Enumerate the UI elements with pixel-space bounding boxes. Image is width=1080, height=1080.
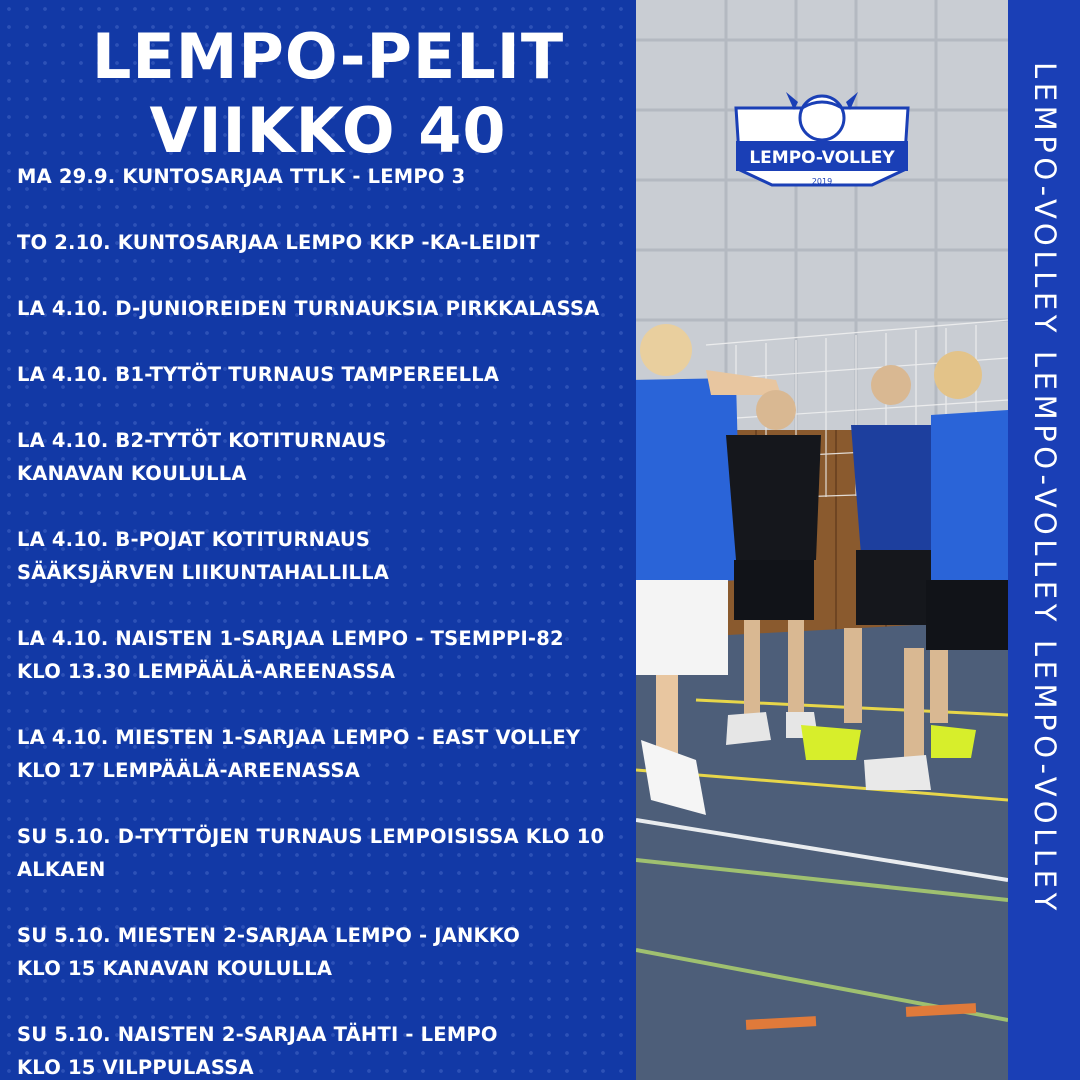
event-item <box>17 820 632 886</box>
event-line: LA 4.10. NAISTEN 1-SARJAA LEMPO - TSEMPPI-82 <box>17 627 564 650</box>
event-line-2: ALKAEN <box>17 858 106 881</box>
side-brand-text: LEMPO-VOLLEY LEMPO-VOLLEY LEMPO-VOLLEY <box>1028 62 1062 915</box>
event-line: TO 2.10. KUNTOSARJAA LEMPO KKP -KA-LEIDIT <box>17 231 540 254</box>
event-item <box>17 919 632 985</box>
event-line: LA 4.10. D-JUNIOREIDEN TURNAUKSIA PIRKKALASSA <box>17 297 600 320</box>
logo-year: 2019 <box>811 177 833 186</box>
event-item <box>17 622 632 688</box>
page-subtitle: VIIKKO 40 <box>149 94 507 167</box>
event-line-2: KANAVAN KOULULLA <box>17 462 247 485</box>
event-line: LA 4.10. B-POJAT KOTITURNAUS <box>17 528 371 551</box>
event-line-2: KLO 13.30 LEMPÄÄLÄ-AREENASSA <box>17 660 396 683</box>
event-line-2: KLO 15 KANAVAN KOULULLA <box>17 957 333 980</box>
event-item <box>17 292 632 325</box>
event-item <box>17 358 632 391</box>
event-line-2: KLO 15 VILPPULASSA <box>17 1056 254 1079</box>
event-line: LA 4.10. B1-TYTÖT TURNAUS TAMPEREELLA <box>17 363 500 386</box>
event-line-2: KLO 17 LEMPÄÄLÄ-AREENASSA <box>17 759 361 782</box>
event-item <box>17 160 632 193</box>
event-item <box>17 424 632 490</box>
event-line-2: SÄÄKSJÄRVEN LIIKUNTAHALLILLA <box>17 561 390 584</box>
page-title: LEMPO-PELIT <box>91 20 565 93</box>
event-line: LA 4.10. B2-TYTÖT KOTITURNAUS <box>17 429 387 452</box>
event-line: LA 4.10. MIESTEN 1-SARJAA LEMPO - EAST VOLLEY <box>17 726 581 749</box>
event-line: SU 5.10. D-TYTTÖJEN TURNAUS LEMPOISISSA KLO 10 <box>17 825 605 848</box>
event-line: SU 5.10. NAISTEN 2-SARJAA TÄHTI - LEMPO <box>17 1023 498 1046</box>
logo-text: LEMPO-VOLLEY <box>749 148 895 168</box>
event-item <box>17 721 632 787</box>
event-item <box>17 523 632 589</box>
event-item <box>17 1018 632 1080</box>
event-line: SU 5.10. MIESTEN 2-SARJAA LEMPO - JANKKO <box>17 924 521 947</box>
team-photo <box>636 0 1008 1080</box>
event-item <box>17 226 632 259</box>
event-line: MA 29.9. KUNTOSARJAA TTLK - LEMPO 3 <box>17 165 466 188</box>
